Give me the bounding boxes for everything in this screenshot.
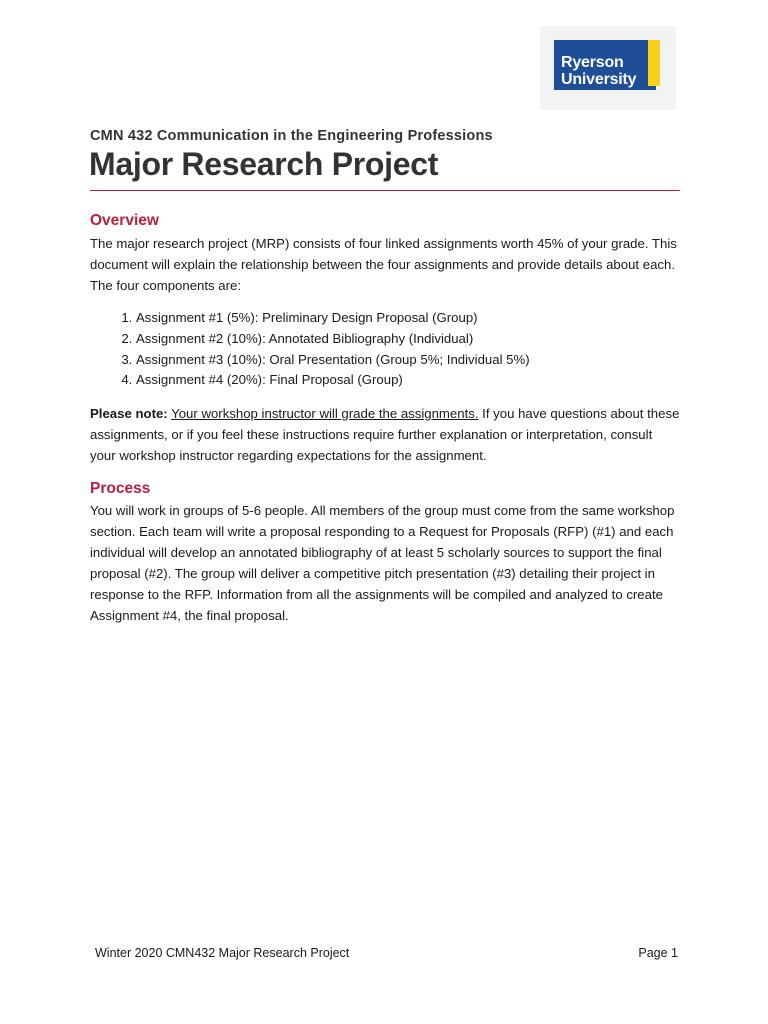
- overview-heading: Overview: [90, 212, 159, 229]
- process-text: You will work in groups of 5-6 people. All members of the group must come from the same workshop section. Each team will write a proposal responding to a Request for Proposals (RFP) (#1) and each individual will develop an annotated bibliography of at least 5 scholarly sources to support the final proposal (#2). The group will deliver a competitive pitch presentation (#3) detailing their project in response to the RFP. Information from all the assignments will be compiled and analyzed to create Assignment #4, the final proposal.: [90, 503, 675, 623]
- logo-yellow-bar: [648, 40, 660, 86]
- overview-intro-text: The major research project (MRP) consists of four linked assignments worth 45% of your grade. This document will explain the relationship between the four assignments and provide details about each. The four components are:: [90, 236, 677, 293]
- list-item: 1. Assignment #1 (5%): Preliminary Design Proposal (Group): [136, 308, 696, 329]
- list-item: 3. Assignment #3 (10%): Oral Presentation (Group 5%; Individual 5%): [136, 350, 696, 371]
- note-underlined: Your workshop instructor will grade the assignments.: [171, 406, 479, 421]
- note-label: Please note:: [90, 406, 168, 421]
- page-title: Major Research Project: [89, 146, 439, 182]
- logo-line-2: University: [561, 71, 637, 88]
- process-paragraph: [90, 500, 680, 626]
- note-paragraph: [90, 403, 680, 466]
- list-item: 2. Assignment #2 (10%): Annotated Bibliography (Individual): [136, 329, 696, 350]
- process-heading: Process: [90, 480, 151, 497]
- title-divider: [90, 190, 680, 191]
- footer-left: Winter 2020 CMN432 Major Research Project: [95, 946, 350, 960]
- overview-intro: [90, 233, 680, 296]
- course-title: CMN 432 Communication in the Engineering Professions: [90, 128, 493, 144]
- logo-text: [561, 54, 636, 88]
- page-number: Page 1: [638, 946, 678, 960]
- list-item: 4. Assignment #4 (20%): Final Proposal (Group): [136, 370, 696, 391]
- assignment-list: [112, 308, 696, 391]
- logo-line-1: Ryerson: [561, 54, 624, 71]
- note-rest: If you have questions about these assignments, or if you feel these instructions require further explanation or interpretation, consult your workshop instructor regarding expectations for the assignment.: [90, 406, 680, 463]
- ryerson-university-logo: [540, 26, 676, 110]
